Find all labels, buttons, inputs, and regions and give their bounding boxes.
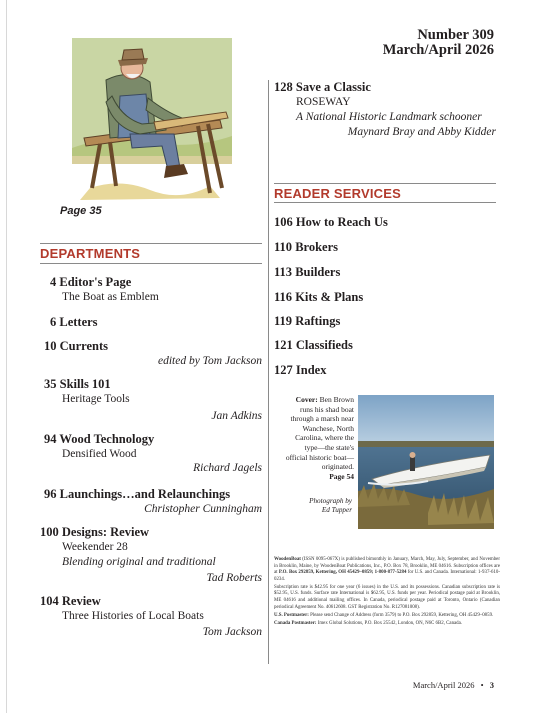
- cover-caption: Cover: Ben Brown runs his shad boat through a marsh near Wanchese, North Carolina, where the type—the state's official historic boat—originated. Page 54: [285, 395, 354, 481]
- feature-dek: A National Historic Landmark schooner: [296, 111, 482, 123]
- folio: [413, 680, 494, 690]
- feature-byline: Maynard Bray and Abby Kidder: [347, 126, 496, 138]
- column-divider: [268, 80, 269, 664]
- feature-title: Save a Classic: [295, 80, 371, 94]
- feature-subtitle: ROSEWAY: [296, 96, 351, 108]
- folio-date: March/April 2026: [412, 680, 475, 690]
- departments-heading: DEPARTMENTS: [40, 246, 141, 261]
- department-entry[interactable]: 6 Letters: [50, 315, 98, 329]
- reader-service-item[interactable]: 119 Raftings: [274, 314, 341, 328]
- issue-number: Number 309: [417, 27, 494, 43]
- photo-credit: Photograph by Ed Tupper: [309, 497, 352, 514]
- illustration-caption: Page 35: [60, 205, 102, 217]
- page-edge-rule: [6, 0, 7, 713]
- departments-rule-bottom: [40, 263, 262, 264]
- folio-page-number: 3: [489, 680, 494, 690]
- departments-rule-top: [40, 243, 262, 244]
- reader-service-item[interactable]: 116 Kits & Plans: [274, 290, 364, 304]
- feature-page-number: 128: [274, 80, 293, 94]
- department-entry[interactable]: 4 Editor's Page The Boat as Emblem: [50, 275, 159, 303]
- cover-photo-shad-boat: [358, 395, 494, 529]
- reader-services-rule-bottom: [274, 202, 496, 203]
- feature-entry[interactable]: [274, 80, 496, 140]
- department-entry[interactable]: 100 Designs: Review Weekender 28 Blending original and traditional Tad Roberts: [40, 525, 262, 584]
- reader-services-rule-top: [274, 183, 496, 184]
- reader-service-item[interactable]: 113 Builders: [274, 265, 341, 279]
- reader-service-item[interactable]: 106 How to Reach Us: [274, 215, 388, 229]
- reader-service-item[interactable]: 121 Classifieds: [274, 338, 353, 352]
- department-entry[interactable]: 94 Wood Technology Densified Wood Richard Jagels: [44, 432, 262, 474]
- reader-services-heading: READER SERVICES: [274, 186, 402, 201]
- publication-fine-print: WoodenBoat (ISSN 0095-067X) is published bimonthly in January, March, May, July, September, and November in Brooklin, Maine, by WoodenBoat Publications, Inc., P.O. Box 78, Brooklin, ME 04616. Subscription offices are at P.O. Box 292859, Kettering, OH 45429–0859; 1-800-877-5284 for U.S. and Canada. International: 1-937-610-0234. Subscription rate is $42.95 for one year (6 issues) in the U.S. and its possessions. Canadian subscription rate is $52.95, U.S. funds. Surface rate International is $62.95, U.S. funds per year. Periodical postage paid at Brooklin, ME 04616 and additional mailing offices. In Canada, periodical postage paid at Toronto, Ontario (Canadian periodical Agreement No. 40612608. GST Registration No. R127081008). U.S. Postmaster: Please send Change of Address (form 3579) to P.O. Box 292859, Kettering, OH 45429–0859. Canada Postmaster: Imex Global Solutions, P.O. Box 25542, London, ON, N6C 6B2, Canada.: [274, 557, 500, 626]
- folio-bullet: •: [480, 680, 484, 690]
- reader-service-item[interactable]: 110 Brokers: [274, 240, 339, 254]
- department-entry[interactable]: 35 Skills 101 Heritage Tools Jan Adkins: [44, 377, 262, 422]
- reader-service-item[interactable]: 127 Index: [274, 363, 327, 377]
- issue-date: March/April 2026: [382, 42, 494, 58]
- department-entry[interactable]: 10 Currents edited by Tom Jackson: [44, 339, 262, 367]
- issue-info: [383, 28, 494, 58]
- department-entry[interactable]: 104 Review Three Histories of Local Boats Tom Jackson: [40, 594, 262, 638]
- heritage-tools-illustration: [70, 38, 234, 208]
- department-entry[interactable]: 96 Launchings…and Relaunchings Christopher Cunningham: [44, 487, 262, 515]
